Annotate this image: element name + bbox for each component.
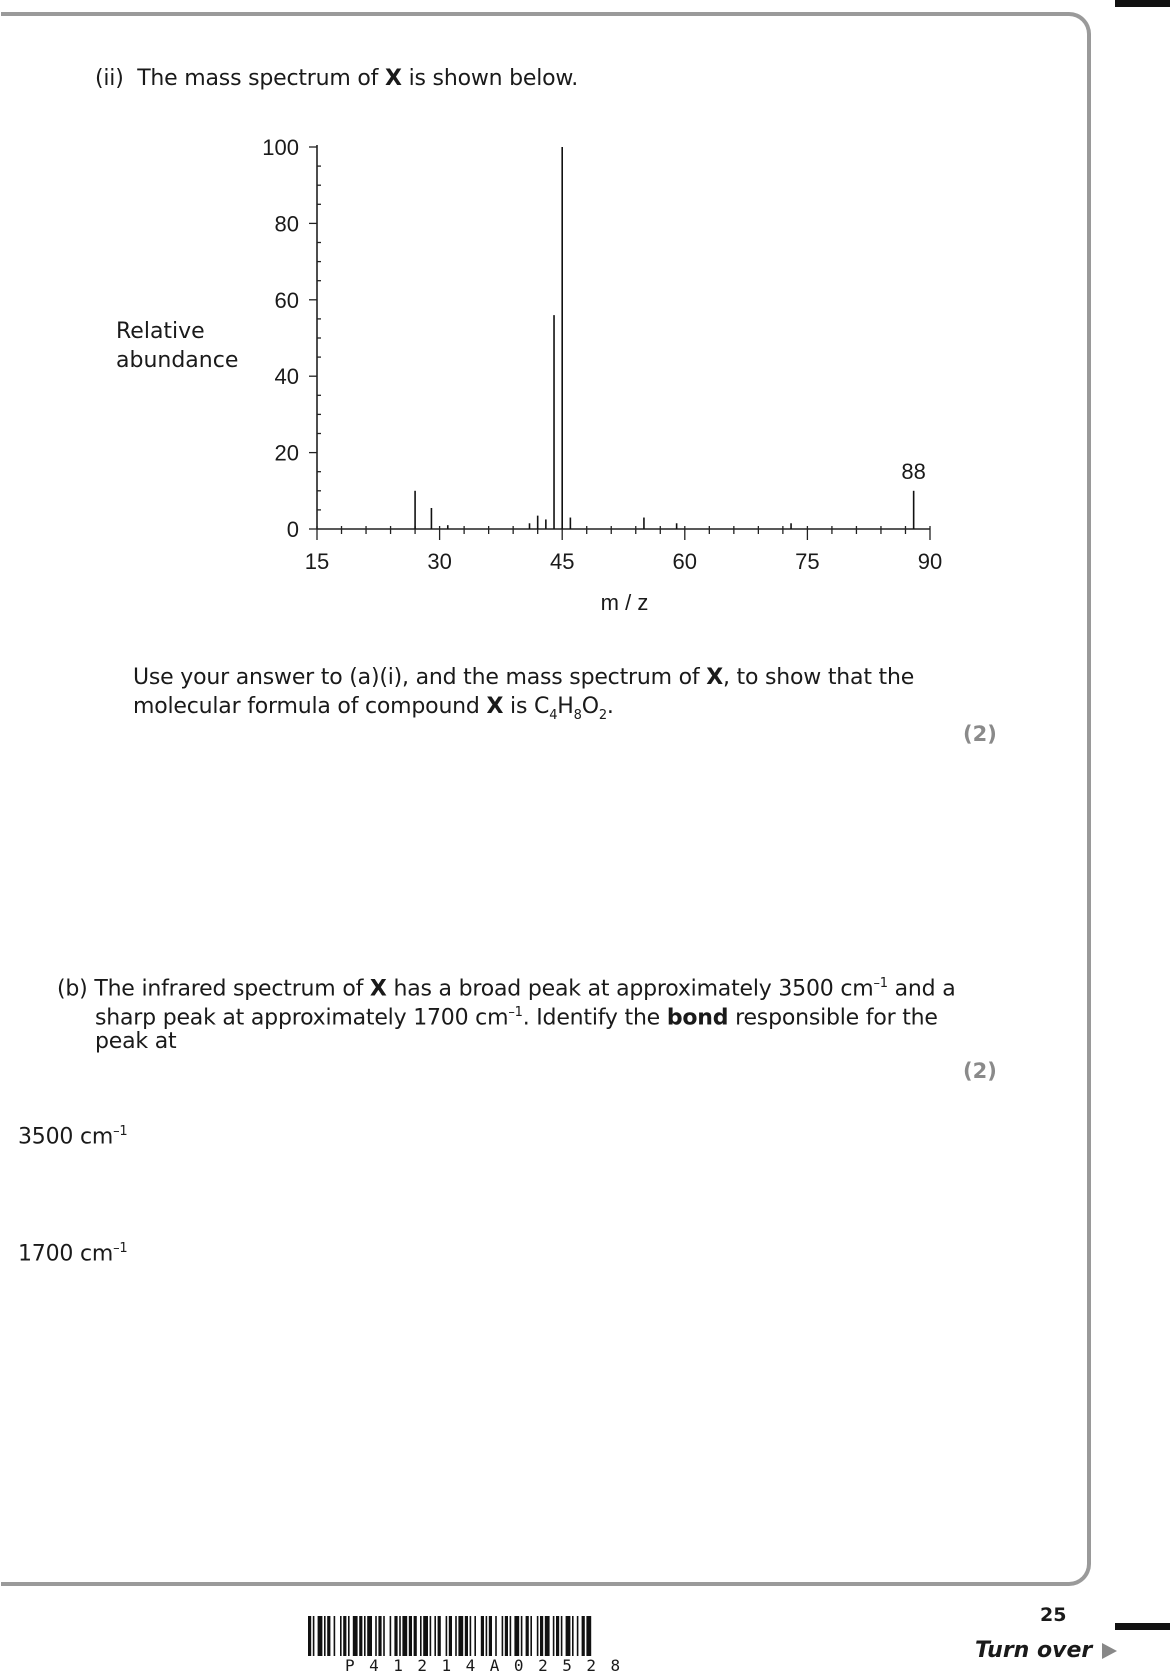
barcode-bar xyxy=(423,1616,428,1656)
barcode-bar xyxy=(399,1616,401,1656)
barcode xyxy=(308,1616,793,1656)
x-tick-label: 90 xyxy=(917,549,943,574)
barcode-bar xyxy=(324,1616,326,1656)
barcode-bar xyxy=(340,1616,342,1656)
barcode-bar xyxy=(359,1616,362,1656)
part-b-line3: peak at xyxy=(95,1029,177,1054)
barcode-bar xyxy=(553,1616,555,1656)
instruction-line2 xyxy=(133,692,614,724)
barcode-bar xyxy=(334,1616,336,1656)
marks-2-first: (2) xyxy=(963,722,997,746)
y-tick-label: 0 xyxy=(286,517,299,542)
part-b-text: responsible for the xyxy=(728,1005,938,1031)
barcode-bar xyxy=(455,1616,457,1656)
barcode-bar xyxy=(420,1616,422,1656)
y-axis-label-line1: Relative xyxy=(116,319,205,344)
barcode-bar xyxy=(434,1616,436,1656)
part-b-text: . Identify the xyxy=(522,1005,667,1031)
barcode-bar xyxy=(514,1616,519,1656)
compound-x: X xyxy=(486,694,504,719)
barcode-digits: P41214A02528 xyxy=(345,1656,635,1675)
part-b-line2 xyxy=(95,998,938,1032)
barcode-bar xyxy=(343,1616,346,1656)
barcode-bar xyxy=(545,1616,550,1656)
part-b-text: and a xyxy=(887,976,956,1002)
y-tick-label: 60 xyxy=(274,287,299,313)
instruction-line1 xyxy=(133,663,914,692)
barcode-bar xyxy=(510,1616,512,1656)
instruction-text: , to show that the xyxy=(722,665,915,690)
instruction-text: is C xyxy=(503,694,550,719)
bond-keyword: bond xyxy=(666,1005,729,1031)
x-tick-label: 30 xyxy=(427,549,452,574)
barcode-bar xyxy=(409,1616,412,1656)
barcode-bar xyxy=(577,1616,579,1656)
barcode-bar xyxy=(470,1616,472,1656)
barcode-bar xyxy=(438,1616,441,1656)
corner-mark-bottom xyxy=(1115,1623,1170,1630)
barcode-bar xyxy=(367,1616,372,1656)
barcode-bar xyxy=(364,1616,366,1656)
subscript: 2 xyxy=(598,708,607,723)
barcode-bar xyxy=(561,1616,563,1656)
barcode-bar xyxy=(586,1616,591,1656)
x-axis-label: m / z xyxy=(600,590,649,615)
barcode-bar xyxy=(505,1616,508,1656)
barcode-bar xyxy=(566,1616,571,1656)
superscript: –1 xyxy=(508,1005,523,1020)
barcode-bar xyxy=(318,1616,323,1656)
subscript: 8 xyxy=(573,708,582,723)
turn-over xyxy=(975,1638,1117,1663)
barcode-bar xyxy=(537,1616,539,1656)
compound-x: X xyxy=(369,976,387,1002)
barcode-bar xyxy=(390,1616,392,1656)
full-stop: . xyxy=(606,694,614,719)
barcode-bar xyxy=(430,1616,432,1656)
barcode-bar xyxy=(348,1616,350,1656)
barcode-bar xyxy=(582,1616,585,1656)
answer-3500-label xyxy=(18,1117,127,1151)
peak-label-88: 88 xyxy=(901,458,926,484)
barcode-bar xyxy=(446,1616,448,1656)
barcode-bar xyxy=(327,1616,330,1656)
barcode-bar xyxy=(474,1616,476,1656)
mass-spectrum-chart xyxy=(0,0,1170,640)
barcode-bar xyxy=(458,1616,463,1656)
barcode-bar xyxy=(383,1616,385,1656)
compound-x: X xyxy=(706,665,723,690)
barcode-bar xyxy=(530,1616,532,1656)
element-h: H xyxy=(557,694,574,719)
barcode-bar xyxy=(394,1616,397,1656)
part-ii-text-end: is shown below. xyxy=(401,66,578,91)
superscript: –1 xyxy=(873,976,888,991)
y-tick-label: 80 xyxy=(274,211,299,237)
superscript: –1 xyxy=(113,1241,128,1256)
wavenumber: 3500 cm xyxy=(18,1124,114,1150)
y-axis-label-line2: abundance xyxy=(116,348,239,373)
compound-x: X xyxy=(385,66,402,91)
x-tick-label: 60 xyxy=(672,549,698,574)
marks-2-second: (2) xyxy=(963,1059,997,1083)
answer-1700-label xyxy=(18,1234,127,1268)
barcode-bar xyxy=(540,1616,543,1656)
part-ii-label: (ii) xyxy=(95,66,124,91)
element-o: O xyxy=(581,694,599,719)
page-number: 25 xyxy=(1040,1604,1067,1626)
barcode-bar xyxy=(378,1616,381,1656)
barcode-bar xyxy=(449,1616,452,1656)
barcode-bar xyxy=(414,1616,417,1656)
y-tick-label: 100 xyxy=(262,135,299,160)
barcode-bar xyxy=(556,1616,559,1656)
x-tick-label: 45 xyxy=(549,549,575,574)
x-tick-label: 75 xyxy=(795,549,820,574)
part-b-text: The infrared spectrum of xyxy=(94,976,370,1002)
barcode-bar xyxy=(308,1616,311,1656)
instruction-text: molecular formula of compound xyxy=(133,694,487,719)
barcode-bar xyxy=(502,1616,504,1656)
barcode-bar xyxy=(313,1616,315,1656)
barcode-bar xyxy=(481,1616,484,1656)
superscript: –1 xyxy=(113,1124,128,1139)
arrow-right-icon xyxy=(1102,1643,1117,1659)
barcode-bar xyxy=(402,1616,407,1656)
subscript: 4 xyxy=(549,708,558,723)
barcode-bar xyxy=(353,1616,358,1656)
wavenumber: 1700 cm xyxy=(18,1241,114,1267)
part-b-text: has a broad peak at approximately 3500 cm xyxy=(386,976,874,1002)
barcode-bar xyxy=(375,1616,377,1656)
turn-over-label: Turn over xyxy=(975,1638,1093,1663)
y-tick-label: 40 xyxy=(274,364,299,390)
barcode-bar xyxy=(486,1616,488,1656)
part-ii-text: The mass spectrum of xyxy=(137,66,386,91)
barcode-bar xyxy=(521,1616,523,1656)
barcode-bar xyxy=(495,1616,497,1656)
barcode-bar xyxy=(489,1616,492,1656)
y-tick-label: 20 xyxy=(274,440,299,466)
barcode-bar xyxy=(465,1616,468,1656)
x-tick-label: 15 xyxy=(304,549,330,574)
part-b-text: sharp peak at approximately 1700 cm xyxy=(95,1005,509,1031)
barcode-bar xyxy=(526,1616,529,1656)
part-b-label: (b) xyxy=(57,976,88,1002)
instruction-text: Use your answer to (a)(i), and the mass spectrum of xyxy=(133,665,707,690)
barcode-bar xyxy=(572,1616,574,1656)
